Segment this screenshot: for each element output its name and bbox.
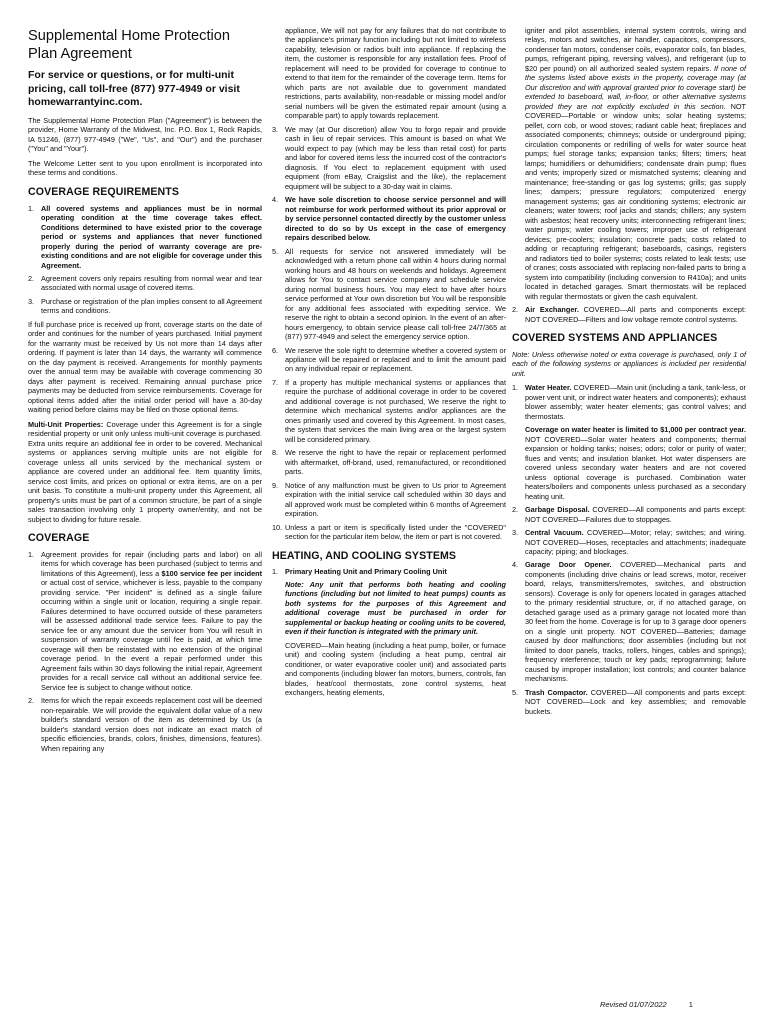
list-item: 6. We reserve the sole right to determine whether a covered system or appliance will be repaired or replaced and to limit the amount paid on any individual repair or replacement. [272,345,506,374]
coverage-heading: COVERAGE [28,532,90,545]
heating-list [272,567,506,697]
multi-unit-paragraph: Multi-Unit Properties: Coverage under this Agreement is for a single residential property or unit only unless multi-unit coverage is purchased. Extra units require an additional fee in order to be covered. Mechanical systems or appliances serving multiple units are not eligible for coverage unless all units serviced by the mechanical system or appliance are covered under an additional fee. Item quantity limits, service cost limits, and prices on optional or extra items, are on a per unit basis. To constitute a multi-unit property under this Agreement, all property's units must be part of a common structure, be part of a single sales transaction involving only 1 property owner/entity, and not be subject to dividing for future resale. [28,419,262,524]
list-item: 1. Primary Heating Unit and Primary Cooling Unit Note: Any unit that performs both heating and cooling functions (including but not limited to heat pumps) counts as both systems for the purposes of this Agreement and additional coverage must be purchased in order for supplemental or backup heating or cooling units to be covered, even if their function is integrated with the primary unit. COVERED—Main heating (including a heat pump, boiler, or furnace unit) and cooling system (including a heat pump, central air conditioner, or water evaporative cooler unit) and associated parts and components (including blower fan motors, burners, controls, fan blades, heat/cool thermostats, zone control systems, heat exchangers, heating elements, [272,567,506,698]
heating-note: Note: Any unit that performs both heating and cooling functions (including but not limited to heat pumps) counts as both systems for the purposes of this Agreement and additional coverage must be purchased in order for supplemental or backup heating or cooling units to be covered, even if their function is integrated with the primary unit. [285,579,506,637]
list-item: 3. Central Vacuum. COVERED—Motor; relay; switches; and wiring. NOT COVERED—Hoses, receptacles and attachments; inadequate capacity; piping; and blockages. [512,528,747,556]
column-3 [512,26,746,720]
coverage-list-part-2 [272,26,506,542]
welcome-letter-paragraph: The Welcome Letter sent to you upon enrollment is incorporated into these terms and conditions. [28,158,262,178]
list-item: 4. Garage Door Opener. COVERED—Mechanical parts and components (including drive chains or lead screws, motor, receiver board, relays, transmitters/remotes, switches, and obstruction sensors). Coverage is only for openers located in garages attached to the primary residential structure, or, if no attached garage, on detached garage used as a primary garage not located more than 30 feet from the home. Coverage is for up to 3 garage door openers on a single unit property. NOT COVERED—Batteries; damage caused by door malfunctions; door assemblies (including but not limited to door panels, tracks, rollers, hinges, cables and springs); frequency interference; touch or key pads; reprogramming; failure caused by improper installation; lost controls; and counter balance mechanisms. [512,560,746,684]
contact-info: For service or questions, or for multi-unit pricing, call toll-free (877) 977-4949 or visit homewarrantyinc.com. [28,69,240,109]
heating-cooling-heading: HEATING, AND COOLING SYSTEMS [272,549,457,562]
list-item: 1. Water Heater. COVERED—Main unit (including a tank, tank-less, or power vent unit, or indirect water heaters and components); exhaust blower assembly; water heater elements; gas control valves; and thermostats. Coverage on water heater is limited to $1,000 per contract year. NOT COVERED—Solar water heaters and components; thermal expansion or holding tanks; noises; odors; color or purity of water; flues and vents; and insulation blanket. Hot water dispensers are covered unless secondary water heaters and are not covered unless optional coverage is purchased. Combination water heaters/boilers and components unless purchased as a secondary heating unit. [512,383,746,501]
water-heater-limit: Coverage on water heater is limited to $1,000 per contract year. NOT COVERED—Solar water heaters and components; thermal expansion or holding tanks; noises; odors; color or purity of water; flues and vents; and insulation blanket. Hot water dispensers are covered unless secondary water heaters and are not covered unless optional coverage is purchased. Combination water heaters/boilers and components unless purchased as a secondary heating unit. [525,425,746,501]
coverage-requirements-list [28,204,262,316]
list-item: 5. Trash Compactor. COVERED—All components and parts except: NOT COVERED—Lock and key assemblies; and removable buckets. [512,687,746,716]
list-item: 3. We may (at Our discretion) allow You to forgo repair and provide cash in lieu of repair services. This amount is based on what We would expect to pay (which may be less than retail cost) for parts and labor for covered items less the incurred cost of the contractor's diagnosis. If You elect to replacement equipment with used equipment (from eBay, Craigslist and the like), the replacement equipment will be subject to a 30-day wait in claims. [272,124,506,191]
list-item: 1. All covered systems and appliances must be in normal operating condition at the time coverage takes effect. Conditions determined to have existed prior to the coverage period or systems and appliances that never functioned properly during the period of warranty coverage are pre-existing conditions and are not eligible for coverage under this Agreement. [28,203,262,270]
list-item: 4. We have sole discretion to choose service personnel and will not reimburse for work performed without its prior approval or by service personnel contacted directly by the customer unless directed to do so by Us except in the case of emergency repairs described below. [272,195,506,243]
heating-list-continued [512,26,746,324]
page-number: 1 [688,1000,693,1009]
list-item: 7. If a property has multiple mechanical systems or appliances that require the purchase of additional coverage in order to be covered and additional coverage is not purchased, We reserve the right to determine which mechanical systems and/or appliances are the ones primarily used and covered by this Agreement. In most cases, the system that services the main living area or the largest system will be considered primary. [272,377,506,444]
list-item: 2. Items for which the repair exceeds replacement cost will be deemed non-repairable. We will provide the equivalent dollar value of a new builder's standard version of the item as determined by Us (a builder's standard version does not indicate an exact match of specific efficiencies, brands, colors, finishes, dimensions, features). When repairing any [28,696,262,753]
column-1 [28,26,262,757]
list-item: 10. Unless a part or item is specifically listed under the "COVERED" section for the particular item below, the item or part is not covered. [272,522,506,542]
list-item: 2. Air Exchanger. COVERED—All parts and components except: NOT COVERED—Filters and low voltage remote control systems. [512,305,746,324]
page-footer [600,1000,693,1009]
intro-paragraph: The Supplemental Home Protection Plan ("Agreement") is between the provider, Home Warranty of the Midwest, Inc. P.O. Box 1, Rock Rapids, IA 51246, (877) 977-4949 ("We", "Us", and "Our") and the purchaser ("You" and "Your"). [28,115,262,154]
list-item: 8. We reserve the right to have the repair or replacement performed with aftermarket, off-brand, used, remanufactured, or reconditioned parts. [272,448,506,477]
document-title: Supplemental Home Protection Plan Agreement [28,28,230,62]
list-item-continued: igniter and pilot assemblies, internal system controls, wiring and relays, motors and switches, air handler, capacitors, compressors, condenser fan motors, condenser coils, evaporator coils, fan blades, pumps, refrigerant piping, reversing valves), and refrigerant (up to $20 per pound) on all authorized sealed system repairs. If none of the systems listed above exists in the property, coverage may (at Our discretion and with approval granted prior to coverage start) be extended to baseboard, wall, in-floor, or other alternative systems provided they are not explicitly excluded in this section. NOT COVERED—Portable or window units; solar heating systems; pellet, corn cob, or wood stoves; radiant cable heat; fireplaces and associated components; chimneys; outside or underground piping; circulation components or redrilling of wells for water source heat pumps; fuel storage tanks; expansion tanks; filters; timers; heat lamps; humidifiers or dehumidifiers; condensate drain pump; flues and vents; improperly sized or mismatched systems; cleaning and maintenance; free-standing or gas log systems; grills; gas supply lines; dampers; pressure regulators; computerized energy management systems; gas air conditioning systems; electronic air cleaners; water towers; roof jacks and stands; chillers; any system with asbestos; heat recovery units; interconnecting refrigerant lines; water pumps; water cooling towers; improper use of refrigerant devices; pre-coolers; insulation; concrete pads; costs related to adding or recapturing refrigerant; baseboards, casings, registers and radiators tied to boiler systems; costs related to leak tests; use of cranes; costs associated with replacing non-failed parts to bring a system into compatibility (including conversion to R410a); and units located in detached garages. Smart thermostats will be replaced with regular thermostats or given the cash equivalent. [525,26,746,301]
coverage-requirements-heading: COVERAGE REQUIREMENTS [28,185,180,198]
list-item: 2. Garbage Disposal. COVERED—All components and parts except: NOT COVERED—Failures due to stoppages. [512,505,746,524]
covered-systems-note: Note: Unless otherwise noted or extra coverage is purchased, only 1 of each of the following systems or appliances is included per residential unit. [512,349,746,378]
heating-covered: COVERED—Main heating (including a heat pump, boiler, or furnace unit) and cooling system (including a heat pump, central air conditioner, or water evaporative cooler unit) and associated parts and components (including blower fan motors, burners, controls, fan blades, heat/cool thermostats, zone control systems, heat exchangers, heating elements, [285,640,506,698]
covered-systems-heading: COVERED SYSTEMS AND APPLIANCES [512,332,718,345]
revision-date: Revised 01/07/2022 [600,1000,667,1009]
list-item-continued: appliance, We will not pay for any failures that do not contribute to the appliance's primary function including but not limited to wireless capability, television or radios built into appliance. If replacing the item, the customer is responsible for any installation fees. Proof of replacement will need to be provided for coverage to continue to extend to that item for the remainder of the coverage term. Items for which parts are not available due to government mandated restrictions, parts availability, non-readable or missing model and/or serial numbers will be given the estimated repair amount (using a comparable part) to apply towards replacement. [285,26,506,121]
purchase-terms-paragraph: If full purchase price is received up front, coverage starts on the date of order and continues for the number of years purchased. Initial payment for the warranty must be received by Us not more than 14 days after ordering. If payment is later than 14 days, the warranty will commence on the day payment is received. Arrangements for monthly payments over the annual term may be available with coverage commencing 30 days after payment is received. Remaining annual purchase price payments may be deducted from service reimbursements. Coverage for optional items added after the initial order period will have a 30-day waiting period before claims may be filed on those optional items. [28,319,262,415]
appliances-list [512,383,746,716]
list-item: 3. Purchase or registration of the plan implies consent to all Agreement terms and conditions. [28,296,262,316]
list-item: 5. All requests for service not answered immediately will be acknowledged with a return phone call within 4 hours during normal working hours and 48 hours on weekends and holidays. Agreement allows for You to contact service company and schedule service during normal business hours. You may elect to have after hours service performed at Your own discretion but You will be responsible for any additional fees associated with expediting service. We reserve the right to obtain a second opinion. In the event of an after-hours emergency, to obtain service please call toll-free 24/7/365 at (877) 977-4949 and select the emergency service option. [272,246,506,342]
coverage-list-part-1 [28,550,262,753]
list-item: 2. Agreement covers only repairs resulting from normal wear and tear associated with normal usage of covered items. [28,273,262,293]
list-item: 9. Notice of any malfunction must be given to Us prior to Agreement expiration with the initial service call scheduled within 30 days and all approved work must be completed within 6 months of Agreement expiration. [272,480,506,519]
column-2 [272,26,506,702]
list-item: 1. Agreement provides for repair (including parts and labor) on all items for which coverage has been purchased (subject to terms and limitations of this Agreement), less a $100 service fee per incident or actual cost of service, whichever is less, payable to the company providing service. "Per incident" is defined as a single failure occurring within a single unit or location, requiring a single repair. Failures determined to have occurred outside of these parameters will be assessed additional trade service fees. Failure to pay the service fee or any amount due the servicer from You will result in suspension of warranty coverage until fee is paid, at which time coverage will then be reinstated with no extension of the original coverage period. In the event a repair performed under this Agreement fails within 30 days following the initial repair, Agreement provides for a recall service call without an additional service fee. Service fee is subject to change without notice. [28,549,263,692]
